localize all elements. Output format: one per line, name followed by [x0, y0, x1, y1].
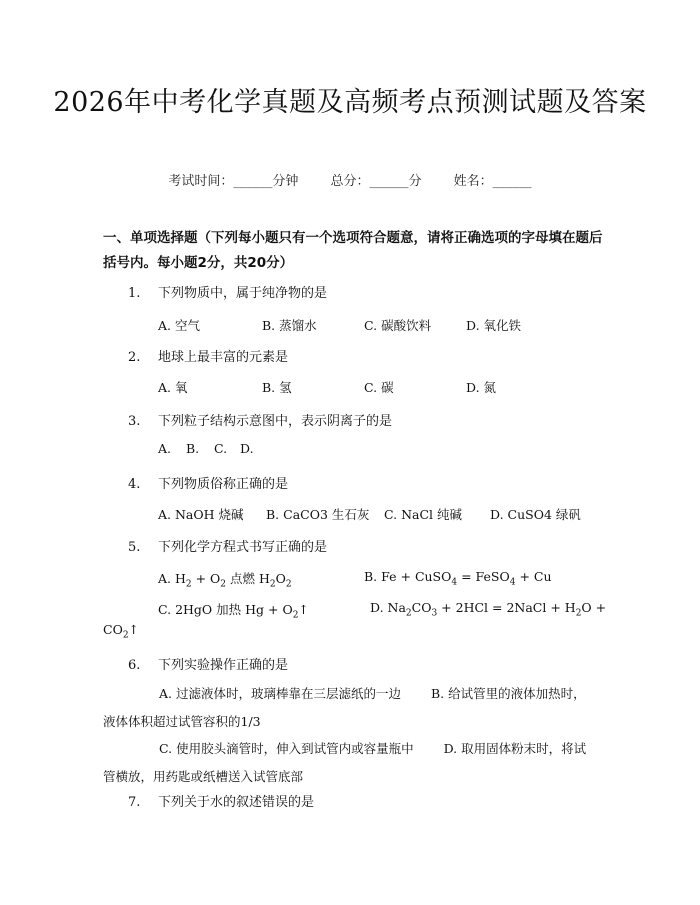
exam-time: 考试时间：______分钟 — [168, 174, 299, 189]
option-d: D. 取用固体粉末时，将试管横放，用药匙或纸槽送入试管底部 — [103, 741, 587, 784]
question-number: 5. — [128, 540, 141, 555]
option-a: A. NaOH 烧碱 — [158, 507, 244, 522]
option-b: B. 氢 — [262, 380, 292, 395]
question-stem: 下列实验操作正确的是 — [158, 658, 289, 673]
option-a: A. 过滤液体时，玻璃棒靠在三层滤纸的一边 — [159, 686, 401, 701]
option-b: B. Fe + CuSO$_4$ = FeSO$_4$ + Cu — [364, 569, 552, 588]
option-c: C. — [214, 441, 228, 456]
student-name: 姓名：______ — [453, 174, 532, 189]
option-b: B. CaCO3 生石灰 — [266, 507, 370, 522]
question-4 — [128, 473, 288, 492]
option-c: C. 2HgO 加热 $Hg + O_2↑$ — [158, 602, 309, 621]
option-a: A. $H_2 + O_2$ 点燃 $H_2O_2$ — [158, 571, 292, 590]
option-c: C. 使用胶头滴管时，伸入到试管内或容量瓶中 — [159, 741, 414, 756]
question-number: 7. — [128, 795, 141, 810]
question-number: 2. — [128, 350, 141, 365]
option-d: D. $Na_2CO_3 + 2HCl$ = 2NaCl + $H_2O$ + — [370, 600, 607, 619]
question-stem: 下列化学方程式书写正确的是 — [158, 540, 328, 555]
option-b: B. 给试管里的液体加热时，液体体积超过试管容积的1/3 — [103, 686, 586, 729]
option-d: D. 氮 — [466, 380, 497, 395]
option-c: C. 碳 — [364, 380, 394, 395]
question-number: 4. — [128, 477, 141, 492]
option-b: B. 蒸馏水 — [262, 318, 317, 333]
question-stem: 下列物质中，属于纯净物的是 — [158, 286, 328, 301]
question-1 — [128, 282, 327, 301]
option-d: D. CuSO4 绿矾 — [490, 507, 581, 522]
question-stem: 地球上最丰富的元素是 — [158, 350, 289, 365]
question-number: 6. — [128, 658, 141, 673]
option-a: A. — [158, 441, 172, 456]
page-title: 2026年中考化学真题及高频考点预测试题及答案 — [53, 87, 647, 118]
question-5 — [128, 536, 327, 555]
options-a-b — [103, 680, 593, 736]
exam-score: 总分：______分 — [330, 174, 422, 189]
option-c: C. NaCl 纯碱 — [384, 507, 462, 522]
question-number: 1. — [128, 286, 141, 301]
question-3 — [128, 410, 392, 429]
option-d: D. 氧化铁 — [466, 318, 522, 333]
option-b: B. — [186, 441, 200, 456]
question-stem: 下列物质俗称正确的是 — [158, 477, 289, 492]
option-d: D. — [240, 441, 254, 456]
question-7 — [128, 791, 314, 810]
option-c: C. 碳酸饮料 — [364, 318, 432, 333]
question-stem: 下列关于水的叙述错误的是 — [158, 795, 315, 810]
question-stem: 下列粒子结构示意图中，表示阴离子的是 — [158, 414, 393, 429]
option-a: A. 空气 — [158, 318, 200, 333]
section-heading: 一、单项选择题（下列每小题只有一个选项符合题意，请将正确选项的字母填在题后括号内。每小题2分，共20分） — [103, 230, 603, 271]
exam-meta — [0, 170, 700, 189]
option-d-continued: $CO_2↑$ — [103, 622, 140, 641]
option-a: A. 氧 — [158, 380, 188, 395]
options-c-d — [103, 735, 593, 791]
question-2 — [128, 346, 288, 365]
question-6 — [128, 654, 288, 673]
question-number: 3. — [128, 414, 141, 429]
